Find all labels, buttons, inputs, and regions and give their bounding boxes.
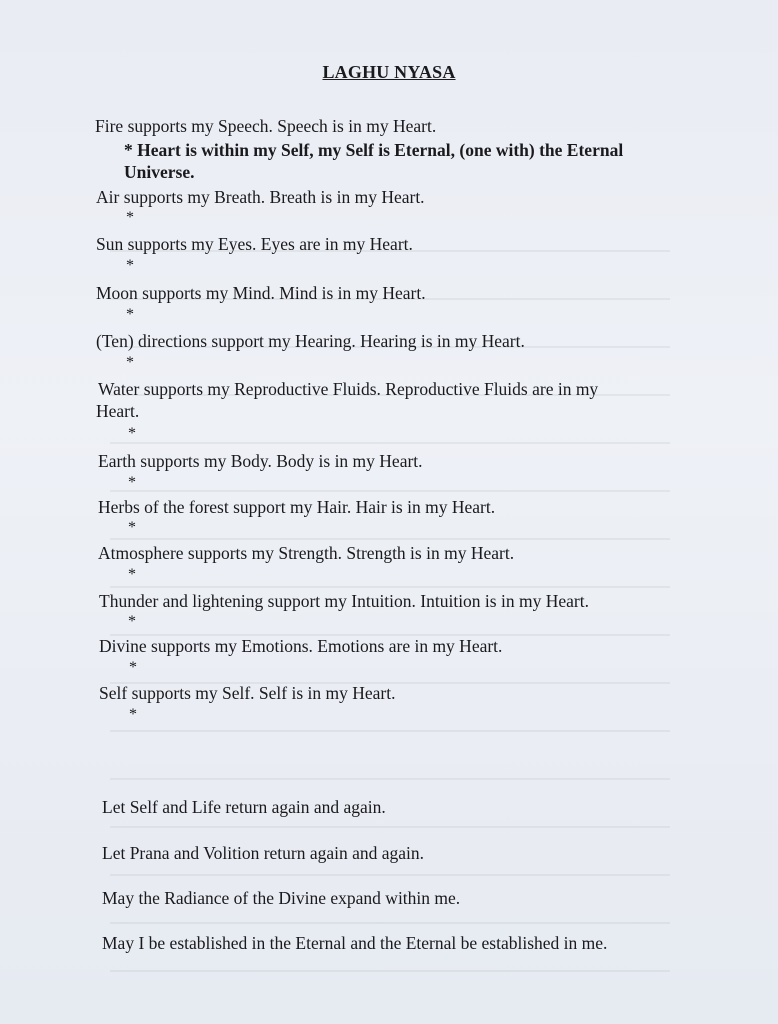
asterisk-separator: * [128, 474, 136, 491]
document-title: LAGHU NYASA [322, 62, 456, 82]
asterisk-separator: * [126, 209, 134, 226]
verse-line-bold-cont: Universe. [124, 162, 195, 182]
verse-line: Divine supports my Emotions. Emotions are in my Heart. [99, 636, 503, 656]
verse-line: Moon supports my Mind. Mind is in my Heart. [96, 283, 426, 303]
verse-line: Earth supports my Body. Body is in my Heart. [98, 451, 423, 471]
asterisk-separator: * [129, 659, 137, 676]
asterisk-separator: * [129, 706, 137, 723]
verse-line: Sun supports my Eyes. Eyes are in my Heart. [96, 234, 413, 254]
closing-line: Let Prana and Volition return again and again. [102, 843, 425, 863]
asterisk-separator: * [128, 425, 136, 442]
verse-line: Herbs of the forest support my Hair. Hair is in my Heart. [98, 497, 496, 517]
verse-line-bold: * Heart is within my Self, my Self is Eternal, (one with) the Eternal [124, 140, 624, 160]
closing-line: May I be established in the Eternal and the Eternal be established in me. [102, 933, 608, 953]
verse-line: Self supports my Self. Self is in my Heart. [99, 683, 396, 703]
verse-line: Heart. [96, 401, 140, 421]
asterisk-separator: * [126, 354, 134, 371]
asterisk-separator: * [128, 519, 136, 536]
verse-line: Fire supports my Speech. Speech is in my Heart. [95, 116, 437, 136]
asterisk-separator: * [128, 613, 136, 630]
verse-line: Thunder and lightening support my Intuition. Intuition is in my Heart. [99, 591, 589, 611]
verse-line: (Ten) directions support my Hearing. Hearing is in my Heart. [96, 331, 525, 351]
verse-line: Atmosphere supports my Strength. Strength is in my Heart. [98, 543, 515, 563]
verse-line: Water supports my Reproductive Fluids. Reproductive Fluids are in my [98, 379, 599, 399]
asterisk-separator: * [128, 566, 136, 583]
closing-line: May the Radiance of the Divine expand within me. [102, 888, 461, 908]
asterisk-separator: * [126, 257, 134, 274]
asterisk-separator: * [126, 306, 134, 323]
closing-line: Let Self and Life return again and again. [102, 797, 386, 817]
verse-line: Air supports my Breath. Breath is in my Heart. [96, 187, 425, 207]
